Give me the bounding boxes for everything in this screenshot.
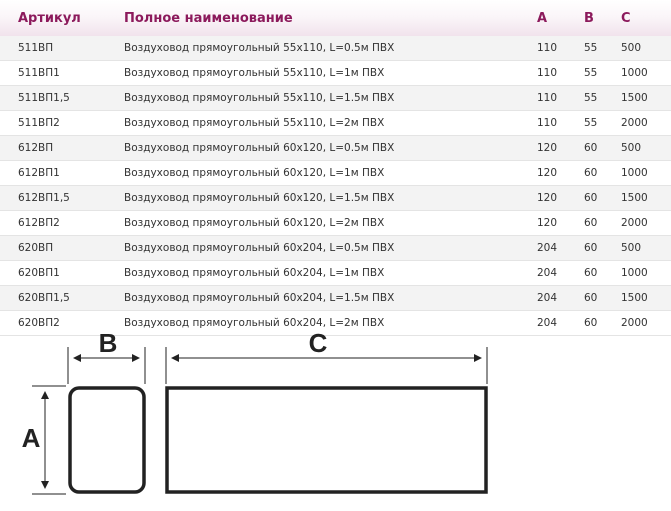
cell-c: 1500 [621,192,648,204]
cell-a: 110 [537,42,558,54]
dimension-b-label: B [98,328,118,358]
cell-article: 612ВП1 [18,167,60,179]
table-row [0,261,671,286]
dimension-diagram [0,322,671,507]
cell-c: 1000 [621,167,648,179]
header-row [0,0,671,36]
table-row [0,86,671,111]
cell-b: 60 [584,292,598,304]
cell-name: Воздуховод прямоугольный 60x204, L=1.5м ПВХ [124,292,395,304]
cell-c: 1000 [621,67,648,79]
table-row [0,236,671,261]
header-b: B [584,10,594,26]
cell-b: 55 [584,67,598,79]
header-c: C [621,10,631,26]
dimension-diagram-svg [0,322,671,507]
cell-a: 204 [537,242,558,254]
cell-name: Воздуховод прямоугольный 60x204, L=2м ПВХ [124,317,385,329]
table-row [0,186,671,211]
table-row [0,136,671,161]
cell-a: 120 [537,167,558,179]
cell-a: 204 [537,267,558,279]
cell-name: Воздуховод прямоугольный 60x120, L=1м ПВХ [124,167,385,179]
header-article: Артикул [18,10,81,26]
cell-name: Воздуховод прямоугольный 55x110, L=1м ПВХ [124,67,385,79]
side-view-profile [167,388,486,492]
cell-article: 511ВП1,5 [18,92,70,104]
cell-a: 120 [537,217,558,229]
cell-c: 2000 [621,117,648,129]
cell-article: 511ВП2 [18,117,60,129]
cell-c: 500 [621,142,642,154]
cell-b: 60 [584,192,598,204]
cell-name: Воздуховод прямоугольный 60x120, L=0.5м ПВХ [124,142,395,154]
cell-article: 620ВП2 [18,317,60,329]
cell-c: 1000 [621,267,648,279]
header-name: Полное наименование [124,10,293,26]
cell-c: 2000 [621,317,648,329]
cell-article: 620ВП1,5 [18,292,70,304]
dimension-c [166,328,487,384]
cell-b: 60 [584,217,598,229]
cell-a: 110 [537,67,558,79]
cross-section-profile [70,388,144,492]
cell-article: 620ВП [18,242,54,254]
cell-c: 2000 [621,217,648,229]
cell-b: 55 [584,92,598,104]
cell-c: 500 [621,242,642,254]
cell-name: Воздуховод прямоугольный 55x110, L=2м ПВХ [124,117,385,129]
dimension-b [68,328,145,384]
cell-b: 60 [584,267,598,279]
cell-c: 1500 [621,292,648,304]
cell-a: 204 [537,292,558,304]
cell-a: 120 [537,192,558,204]
cell-name: Воздуховод прямоугольный 60x204, L=1м ПВХ [124,267,385,279]
cell-c: 500 [621,42,642,54]
cell-b: 55 [584,117,598,129]
cell-name: Воздуховод прямоугольный 55x110, L=1.5м ПВХ [124,92,395,104]
cell-a: 110 [537,92,558,104]
cell-article: 612ВП [18,142,54,154]
cell-name: Воздуховод прямоугольный 60x120, L=2м ПВХ [124,217,385,229]
cell-name: Воздуховод прямоугольный 60x204, L=0.5м ПВХ [124,242,395,254]
dimension-a-label: A [21,423,41,453]
cell-a: 204 [537,317,558,329]
header-a: A [537,10,548,26]
cell-b: 60 [584,317,598,329]
cell-name: Воздуховод прямоугольный 60x120, L=1.5м ПВХ [124,192,395,204]
table-row [0,211,671,236]
cell-name: Воздуховод прямоугольный 55x110, L=0.5м ПВХ [124,42,395,54]
cell-b: 60 [584,167,598,179]
dimension-c-label: C [308,328,328,358]
cell-article: 612ВП1,5 [18,192,70,204]
table-row [0,111,671,136]
cell-b: 60 [584,242,598,254]
cell-b: 60 [584,142,598,154]
table-row [0,161,671,186]
cell-article: 511ВП [18,42,54,54]
cell-article: 620ВП1 [18,267,60,279]
cell-c: 1500 [621,92,648,104]
cell-a: 120 [537,142,558,154]
cell-article: 612ВП2 [18,217,60,229]
dimension-a [22,386,66,494]
cell-article: 511ВП1 [18,67,60,79]
cell-b: 55 [584,42,598,54]
table-header [0,0,671,36]
cell-a: 110 [537,117,558,129]
table-body [0,36,671,336]
table-row [0,36,671,61]
table-row [0,286,671,311]
table-row [0,61,671,86]
